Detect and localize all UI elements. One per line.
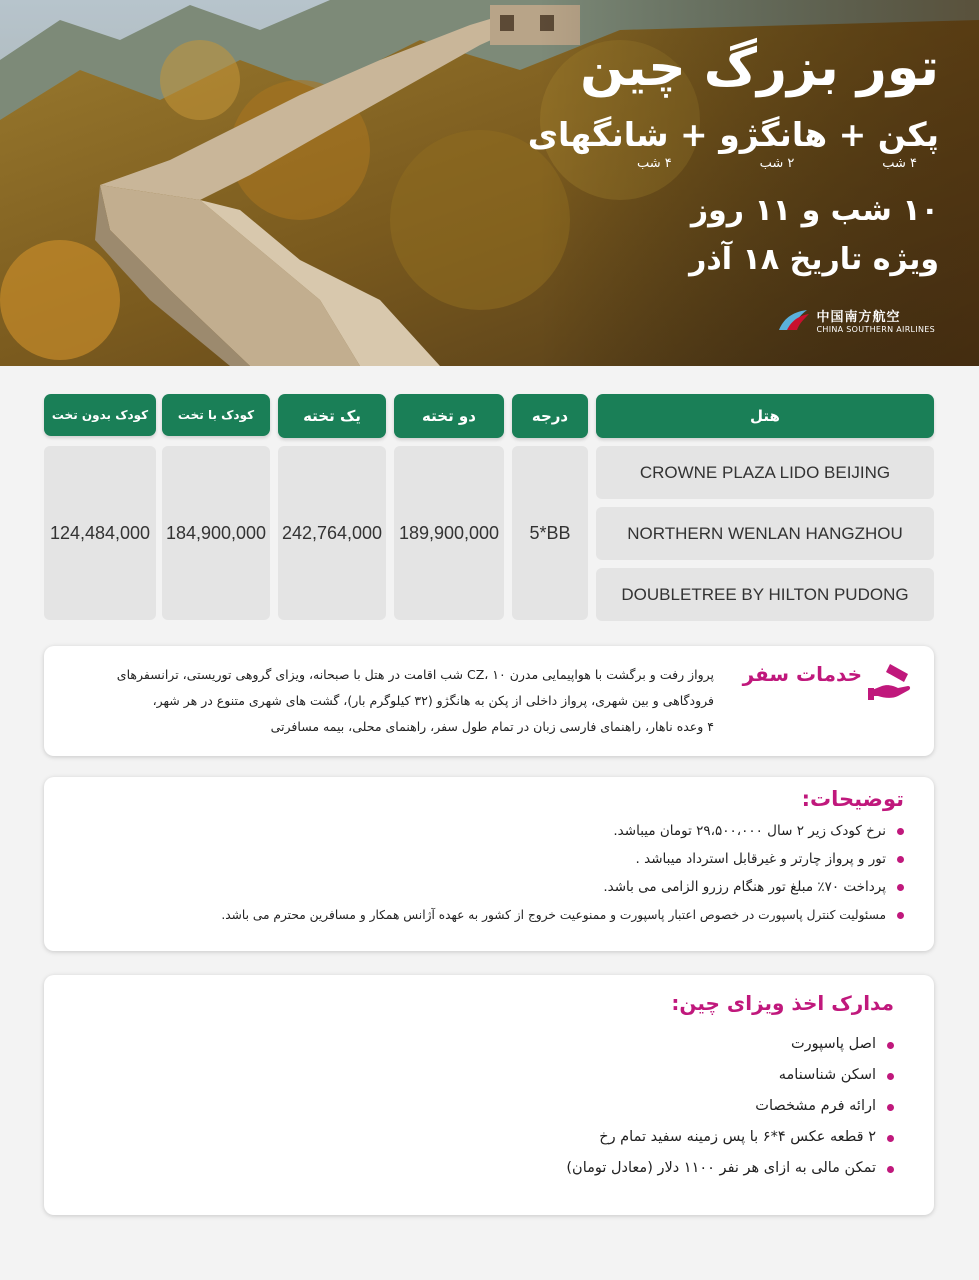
services-title: خدمات سفر (742, 662, 862, 686)
hotel-shanghai: DOUBLETREE BY HILTON PUDONG (596, 568, 934, 621)
hand-holding-icon (868, 660, 914, 706)
airline-logo-block (777, 306, 935, 334)
tour-duration: ۱۰ شب و ۱۱ روز (690, 193, 939, 229)
nights-per-city (637, 156, 917, 171)
nights-shanghai: ۴ شب (637, 156, 672, 172)
document-item: ارائه فرم مشخصات (64, 1091, 894, 1122)
document-item: اصل پاسپورت (64, 1029, 894, 1060)
note-item: تور و پرواز چارتر و غیرقابل استرداد میباشد . (64, 845, 904, 873)
header-double: دو تخته (394, 394, 504, 438)
document-item: اسکن شناسنامه (64, 1060, 894, 1091)
airline-name-chinese: 中国南方航空 (816, 310, 901, 325)
visa-documents-title: مدارک اخذ ویزای چین: (671, 991, 894, 1015)
services-description (64, 662, 714, 740)
visa-documents-list (64, 1029, 894, 1184)
document-item: ۲ قطعه عکس ۴*۶ با پس زمینه سفید تمام رخ (64, 1122, 894, 1153)
cell-price-single: 242,764,000 (278, 446, 386, 620)
header-child-with-bed: کودک با تخت (162, 394, 270, 436)
tour-title: تور بزرگ چین (580, 38, 939, 98)
cell-price-child-without-bed: 124,484,000 (44, 446, 156, 620)
tour-date: ویژه تاریخ ۱۸ آذر (689, 242, 939, 278)
note-item: مسئولیت کنترل پاسپورت در خصوص اعتبار پاسپورت و ممنوعیت خروج از کشور به عهده آژانس همکار و مسافرین محترم می باشد. (64, 901, 904, 929)
hotel-hangzhou: NORTHERN WENLAN HANGZHOU (596, 507, 934, 560)
nights-beijing: ۴ شب (882, 156, 917, 172)
hero-text-block (519, 40, 939, 277)
header-grade: درجه (512, 394, 588, 438)
airline-name-english: CHINA SOUTHERN AIRLINES (816, 325, 935, 334)
document-item: تمکن مالی به ازای هر نفر ۱۱۰۰ دلار (معادل تومان) (64, 1153, 894, 1184)
header-child-without-bed: کودک بدون تخت (44, 394, 156, 436)
note-item: نرخ کودک زیر ۲ سال ۲۹،۵۰۰،۰۰۰ تومان میباشد. (64, 817, 904, 845)
note-item: پرداخت ۷۰٪ مبلغ تور هنگام رزرو الزامی می باشد. (64, 873, 904, 901)
header-hotel: هتل (596, 394, 934, 438)
visa-documents-card (44, 975, 934, 1215)
china-southern-logo-icon (777, 308, 811, 332)
cell-price-child-with-bed: 184,900,000 (162, 446, 270, 620)
tour-cities: پکن + هانگژو + شانگهای (527, 115, 939, 155)
cell-price-double: 189,900,000 (394, 446, 504, 620)
services-card (44, 646, 934, 756)
services-line: فرودگاهی و بین شهری، پرواز داخلی از پکن به هانگژو (۳۲ کیلوگرم بار)، گشت های شهری متنوع در هر شهر، (152, 693, 714, 708)
services-line: پرواز رفت و برگشت با هواپیمایی مدرن CZ، ۱۰ شب اقامت در هتل با صبحانه، ویزای گروهی توریستی، ترانسفرهای (116, 667, 714, 682)
services-line: ۴ وعده ناهار، راهنمای فارسی زبان در تمام طول سفر، راهنمای محلی، بیمه مسافرتی (270, 719, 714, 734)
notes-card (44, 777, 934, 951)
header-single: یک تخته (278, 394, 386, 438)
hotel-beijing: CROWNE PLAZA LIDO BEIJING (596, 446, 934, 499)
hero-banner (0, 0, 979, 366)
nights-hangzhou: ۲ شب (759, 156, 795, 172)
cell-grade: 5*BB (512, 446, 588, 620)
notes-title: توضیحات: (801, 787, 904, 811)
notes-list (64, 817, 904, 929)
